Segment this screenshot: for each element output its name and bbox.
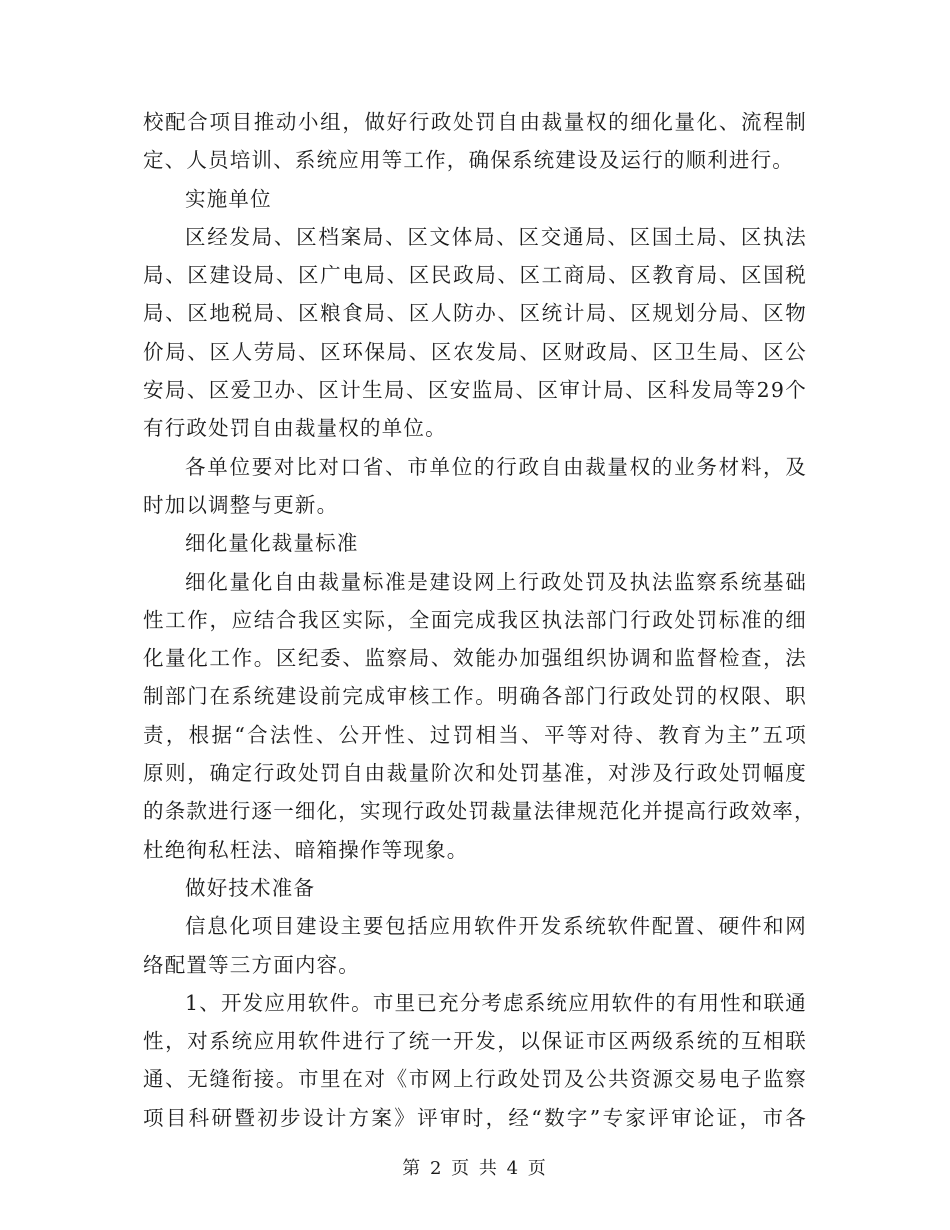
text-line: 项目科研暨初步设计方案》评审时，经“数字”专家评审论证，市各 (143, 1105, 807, 1130)
section-heading: 实施单位 (185, 186, 272, 211)
text-line: 通、无缝衔接。市里在对《市网上行政处罚及公共资源交易电子监察 (143, 1067, 807, 1092)
document-body (143, 103, 816, 1137)
text-line: 原则，确定行政处罚自由裁量阶次和处罚基准，对涉及行政处罚幅度 (143, 761, 807, 786)
text-line: 性，对系统应用软件进行了统一开发，以保证市区两级系统的互相联 (143, 1029, 807, 1054)
text-line: 局、区建设局、区广电局、区民政局、区工商局、区教育局、区国税 (143, 263, 807, 288)
text-line: 校配合项目推动小组，做好行政处罚自由裁量权的细化量化、流程制 (143, 110, 807, 134)
text-line: 价局、区人劳局、区环保局、区农发局、区财政局、区卫生局、区公 (143, 339, 807, 364)
text-line: 局、区地税局、区粮食局、区人防办、区统计局、区规划分局、区物 (143, 301, 807, 326)
text-line: 信息化项目建设主要包括应用软件开发系统软件配置、硬件和网 (185, 914, 807, 939)
text-line: 有行政处罚自由裁量权的单位。 (143, 416, 447, 441)
text-line: 杜绝徇私枉法、暗箱操作等现象。 (143, 837, 469, 862)
text-line: 区经发局、区档案局、区文体局、区交通局、区国土局、区执法 (185, 224, 807, 249)
page-number-footer: 第 2 页 共 4 页 (402, 1158, 548, 1179)
text-line: 化量化工作。区纪委、监察局、效能办加强组织协调和监督检查，法 (143, 646, 807, 671)
text-line: 安局、区爱卫办、区计生局、区安监局、区审计局、区科发局等29个 (143, 378, 807, 403)
text-line: 细化量化自由裁量标准是建设网上行政处罚及执法监察系统基础 (185, 569, 807, 594)
text-line: 时加以调整与更新。 (143, 492, 339, 517)
text-line: 性工作，应结合我区实际，全面完成我区执法部门行政处罚标准的细 (143, 607, 807, 632)
text-line: 的条款进行逐一细化，实现行政处罚裁量法律规范化并提高行政效率， (143, 799, 816, 824)
text-line: 定、人员培训、系统应用等工作，确保系统建设及运行的顺利进行。 (143, 148, 794, 173)
section-heading: 做好技术准备 (185, 875, 316, 900)
text-line: 1、开发应用软件。市里已充分考虑系统应用软件的有用性和联通 (185, 990, 807, 1015)
text-line: 络配置等三方面内容。 (143, 952, 360, 977)
text-line: 责，根据“合法性、公开性、过罚相当、平等对待、教育为主”五项 (143, 722, 807, 747)
text-line: 各单位要对比对口省、市单位的行政自由裁量权的业务材料，及 (185, 454, 807, 479)
text-line: 制部门在系统建设前完成审核工作。明确各部门行政处罚的权限、职 (143, 684, 807, 709)
section-heading: 细化量化裁量标准 (185, 531, 359, 556)
